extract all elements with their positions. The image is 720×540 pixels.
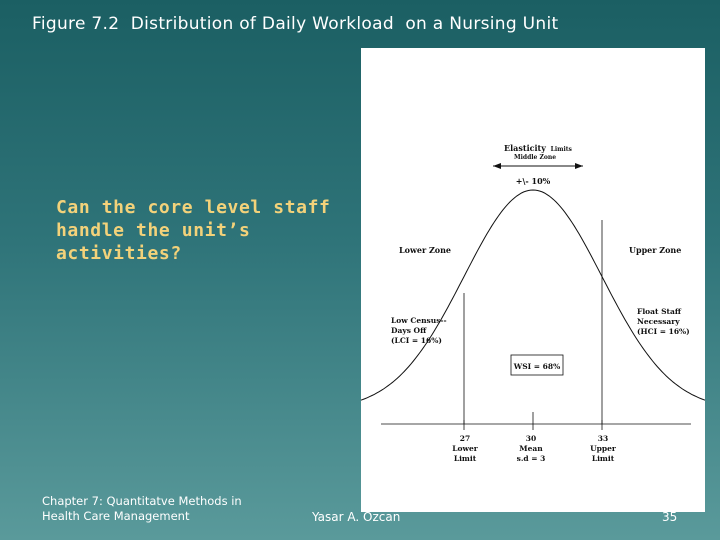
lower-limit-label: Limit [453, 454, 477, 463]
mean-text-label: Mean [519, 444, 543, 453]
workload-distribution-figure [361, 48, 705, 512]
mean-value-label: 30 [525, 434, 537, 443]
middle-zone-label: Middle Zone [513, 154, 557, 161]
core-staff-question: Can the core level staff handle the unit’s activities? [56, 197, 331, 264]
wsi-label: WSI = 68% [513, 362, 561, 371]
page-number: 35 [662, 510, 678, 524]
lower-text-label: Lower [452, 444, 478, 453]
bell-curve [361, 190, 705, 410]
elasticity-label: Elasticity Limits [504, 143, 572, 153]
lci-line2: Days Off [391, 326, 427, 335]
upper-zone-label: Upper Zone [629, 245, 682, 255]
elasticity-arrow-left-icon [493, 163, 501, 169]
hci-line2: Necessary [637, 317, 680, 326]
elasticity-arrow-right-icon [575, 163, 583, 169]
chapter-footer: Chapter 7: Quantitatve Methods in Health Care Management [42, 494, 242, 523]
slide-title: Figure 7.2 Distribution of Daily Workload on a Nursing Unit [32, 14, 559, 34]
hci-line1: Float Staff [637, 307, 682, 316]
hci-line3: (HCI = 16%) [637, 327, 690, 336]
upper-text-label: Upper [590, 444, 616, 453]
lci-line1: Low Census-- [391, 316, 447, 325]
author-footer: Yasar A. Ozcan [312, 510, 401, 524]
distribution-chart [361, 48, 705, 512]
pm-percentage-label: +\- 10% [515, 176, 551, 186]
lower-zone-label: Lower Zone [399, 245, 452, 255]
upper-limit-label: Limit [591, 454, 615, 463]
sd-label: s.d = 3 [516, 454, 546, 463]
lci-line3: (LCI = 16%) [391, 336, 442, 345]
lower-value-label: 27 [459, 434, 471, 443]
upper-value-label: 33 [597, 434, 609, 443]
